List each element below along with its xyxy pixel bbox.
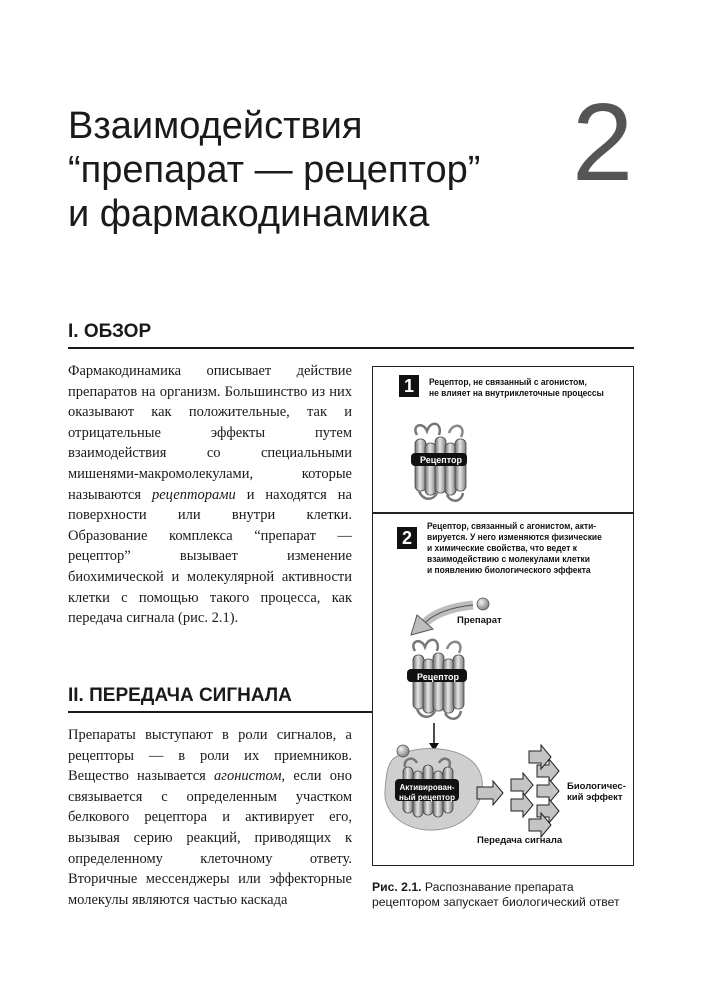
- activated-receptor-label: [396, 783, 458, 802]
- signal-text-b: , если оно связывается с определенным участком белкового рецептора и активирует его, вызывая серию реакций, приводящих к определенному клеточному ответу. Вторичные мессенджеры или эффекторные молекулы являются частью каскада: [68, 768, 352, 908]
- section-heading-overview: I. ОБЗОР: [68, 320, 634, 349]
- activation-arrow-icon: [429, 723, 439, 751]
- biological-effect-label-line-2: кий эффект: [567, 792, 623, 803]
- overview-text-a: Фармакодинамика описывает действие препаратов на организм. Большинство из них оказывают как положительные, так и отрицательные эффекты путем взаимодействия со специальными мишенями-макромолекулами, которые называются: [68, 363, 352, 503]
- panel-1-receptor-label: Рецептор: [419, 455, 463, 465]
- chapter-number: 2: [572, 81, 634, 204]
- panel-divider: [373, 512, 633, 514]
- signal-cascade-icon: [477, 745, 559, 837]
- drug-molecule-icon: [477, 598, 489, 610]
- section-signal-text: [68, 725, 352, 910]
- chapter-title-line-3: и фармакодинамика: [68, 193, 430, 235]
- panel-2-text-line-4: взаимодействию с молекулами клетки: [427, 554, 590, 564]
- signal-term-agonist: агонистом: [214, 768, 282, 785]
- overview-term-receptors: рецепторами: [152, 486, 236, 503]
- section-heading-signal: II. ПЕРЕДАЧА СИГНАЛА: [68, 684, 634, 713]
- panel-2-text: [427, 521, 616, 576]
- chapter-title-line-2: “препарат — рецептор”: [68, 149, 481, 191]
- panel-2-text-line-1: Рецептор, связанный с агонистом, акти-: [427, 521, 597, 531]
- signal-transduction-label: Передача сигнала: [477, 835, 563, 846]
- activated-receptor-label-line-1: Активирован-: [399, 783, 455, 792]
- panel-2-text-line-3: и химические свойства, что ведет к: [427, 543, 577, 553]
- biological-effect-label: [567, 781, 626, 803]
- signal-text-a: Препараты выступают в роли сигналов, а рецепторы — в роли их приемников. Вещество называется: [68, 727, 352, 785]
- biological-effect-label-line-1: Биологичес-: [567, 781, 626, 792]
- panel-1-text-line-2: не влияет на внутриклеточные процессы: [429, 388, 604, 398]
- section-overview-text: [68, 361, 352, 629]
- signal-paragraph: [68, 725, 352, 910]
- panel-1-number: 1: [399, 375, 419, 397]
- overview-paragraph: [68, 361, 352, 629]
- caption-prefix: Рис. 2.1.: [372, 880, 422, 894]
- figure-caption: [372, 880, 634, 910]
- panel-2-number: 2: [397, 527, 417, 549]
- overview-text-b: и находятся на поверхности или внутри клетки. Образование комплекса “препарат — рецептор” вызывает изменение биохимической и молекулярной активности клетки с помощью такого процесса, как передача сигнала (рис. 2.1).: [68, 486, 352, 627]
- panel-2-text-line-2: вируется. У него изменяются физические: [427, 532, 602, 542]
- figure-2-1: [372, 366, 634, 866]
- panel-1-text-line-1: Рецептор, не связанный с агонистом,: [429, 377, 587, 387]
- caption-text: Распознавание препарата рецептором запускает биологический ответ: [372, 880, 620, 909]
- panel-2-text-line-5: и появлению биологического эффекта: [427, 565, 591, 575]
- activated-receptor-label-line-2: ный рецептор: [399, 792, 455, 802]
- panel-2-receptor-label: Рецептор: [416, 672, 460, 682]
- chapter-title-line-1: Взаимодействия: [68, 105, 363, 147]
- chapter-title: [68, 104, 538, 236]
- drug-label: Препарат: [457, 615, 502, 626]
- panel-1-text: [429, 377, 613, 399]
